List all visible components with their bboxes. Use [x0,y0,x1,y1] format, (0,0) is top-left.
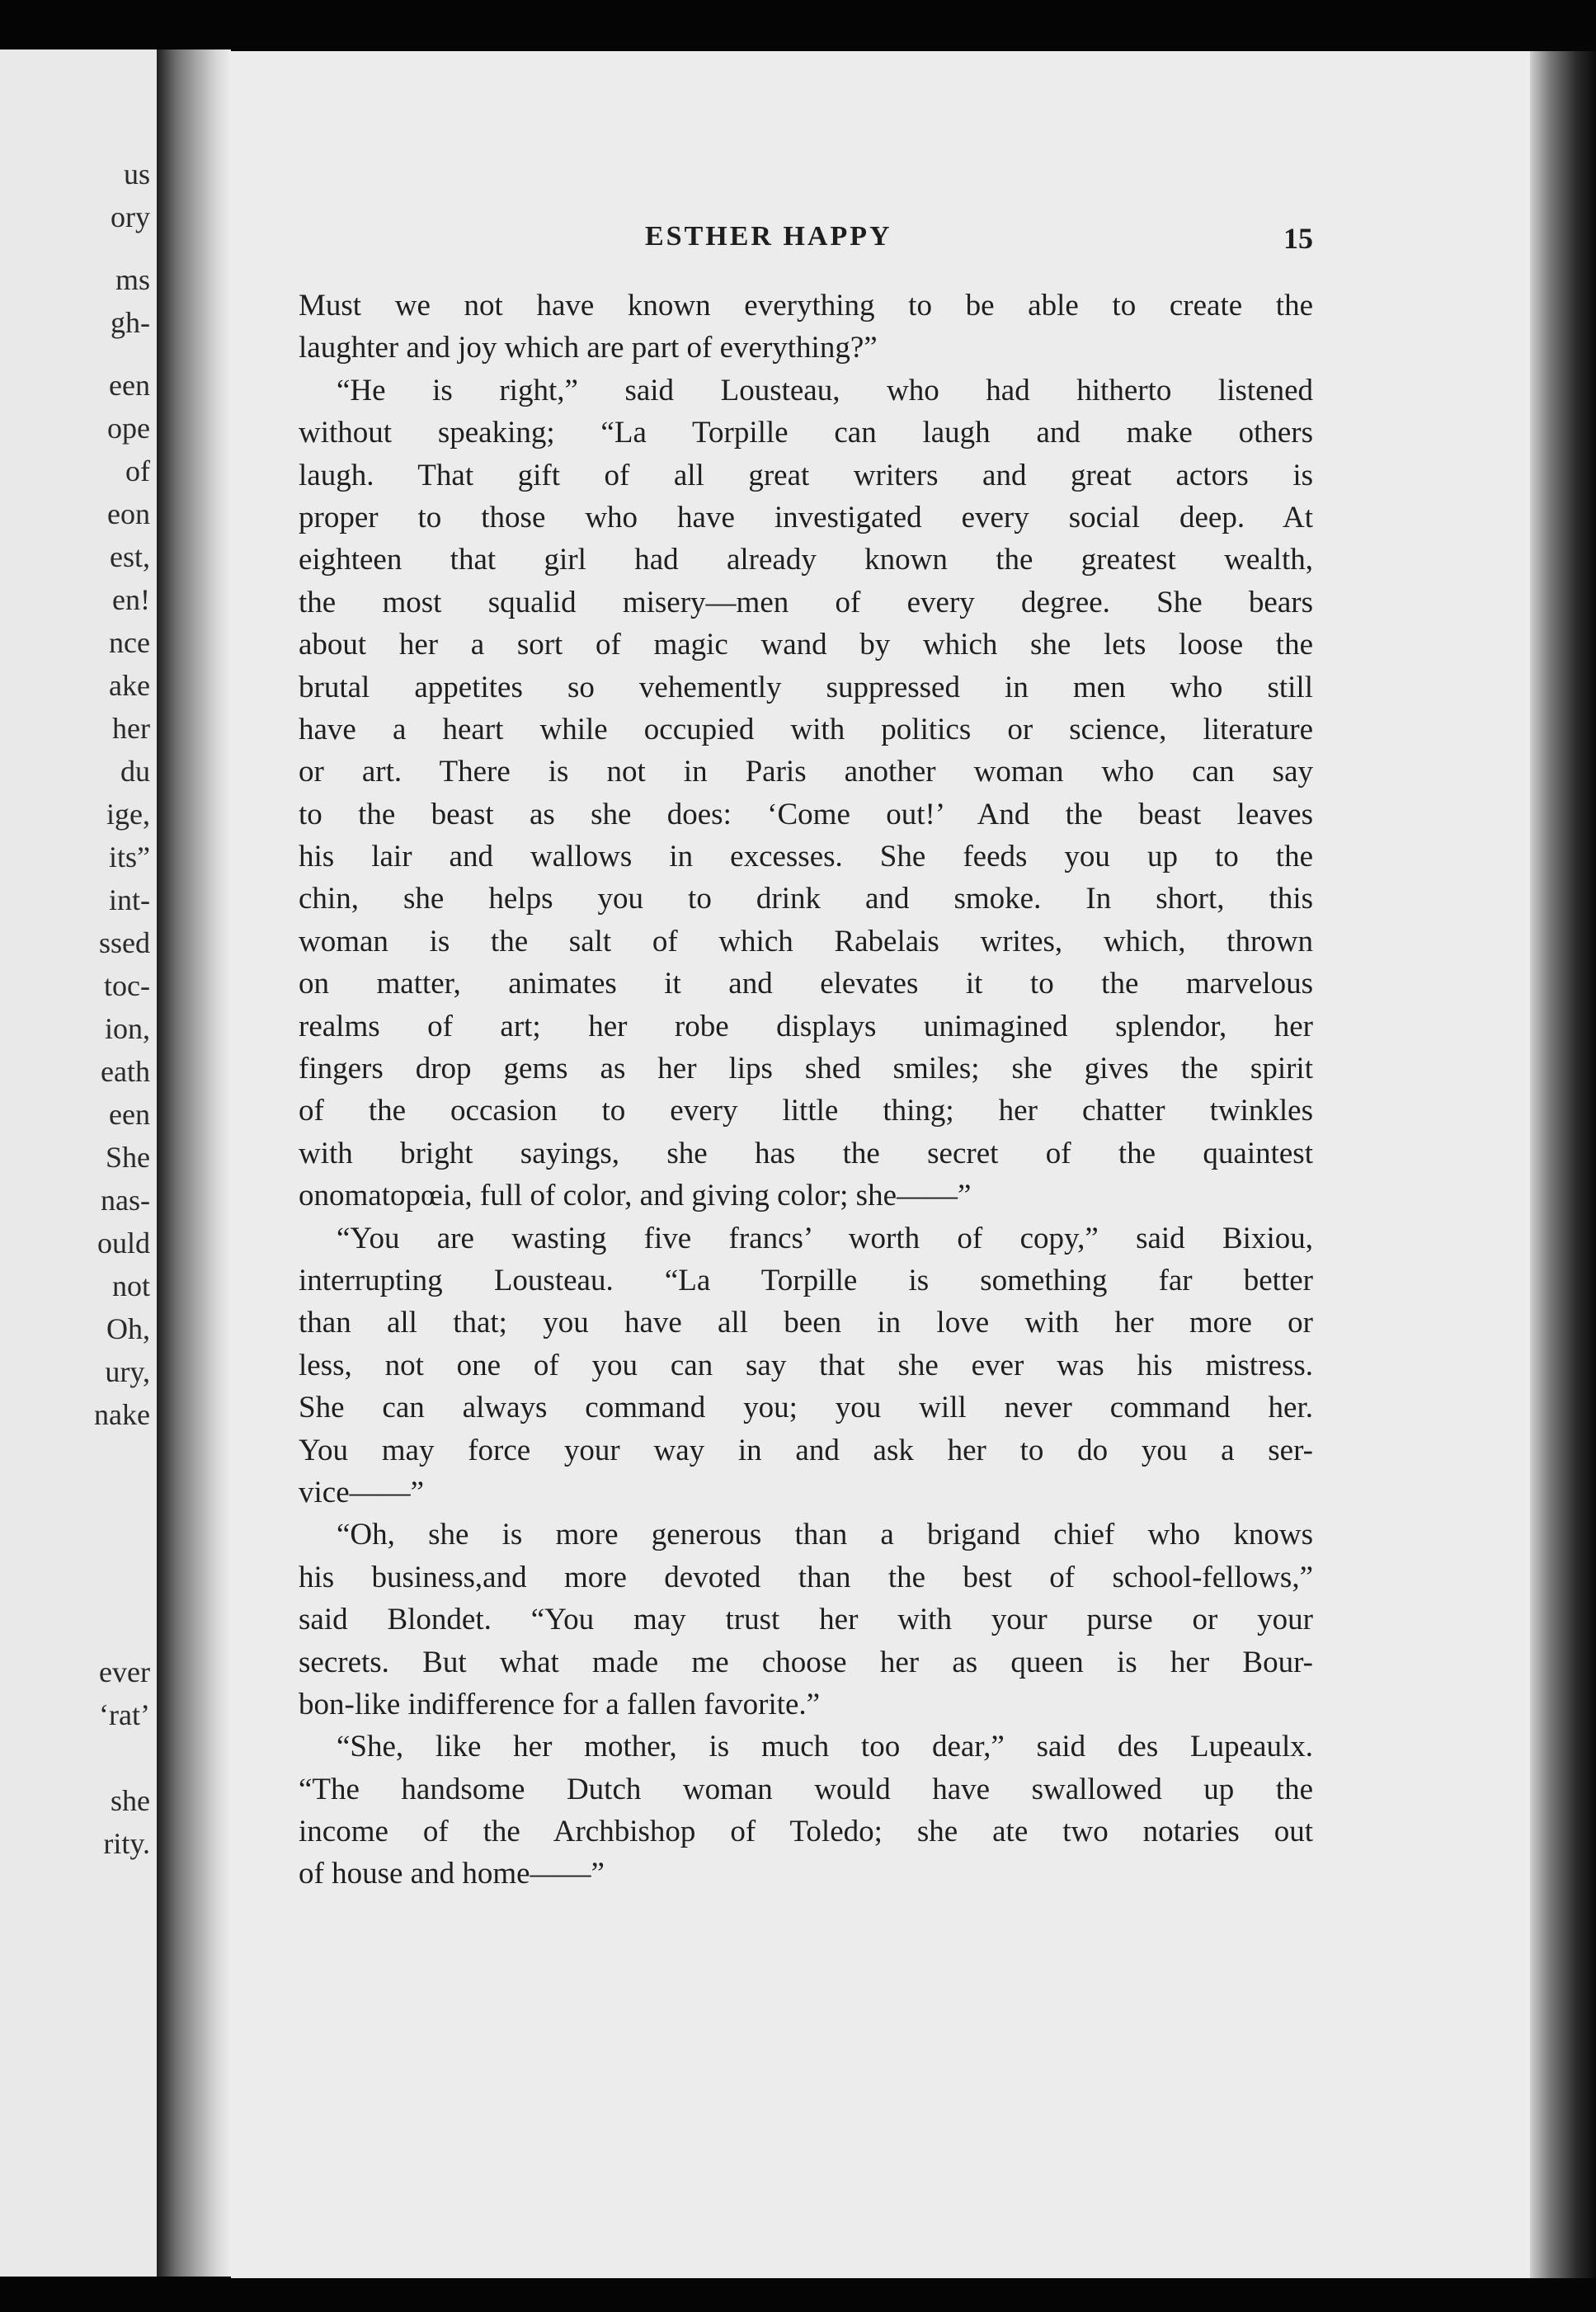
left-page-text-fragment: ope [107,412,150,445]
left-page-text-fragment: nake [94,1398,150,1431]
text-line: with bright sayings, she has the secret of the quaintest [299,1136,1313,1170]
text-line: or art. There is not in Paris another woman who can say [299,755,1313,789]
left-page-text-fragment: ould [97,1227,150,1260]
text-line: eighteen that girl had already known the greatest wealth, [299,543,1313,577]
page-edge-shadow [1530,51,1596,2278]
text-line: of house and home——” [299,1857,605,1891]
running-head [299,221,1313,257]
text-line: than all that; you have all been in love with her more or [299,1306,1313,1340]
text-line: bon-like indifference for a fallen favorite.” [299,1687,821,1721]
text-line: on matter, animates it and elevates it to the marvelous [299,967,1313,1001]
left-page-text-fragment: int- [109,883,150,916]
left-page-text-fragment: Oh, [106,1312,150,1345]
left-page-text-fragment: en! [112,583,150,616]
left-page-text-fragment: eath [101,1055,150,1088]
left-page-text-fragment: ige, [106,798,150,831]
left-page-text-fragment: its” [109,841,150,873]
left-page-text-fragment: rity. [103,1827,150,1860]
left-page-text-fragment: ury, [105,1355,150,1388]
left-page-text-fragment: est, [110,540,150,573]
text-line: vice——” [299,1475,425,1509]
text-line: to the beast as she does: ‘Come out!’ And the beast leaves [299,797,1313,831]
text-line: realms of art; her robe displays unimagined splendor, her [299,1009,1313,1043]
text-line: chin, she helps you to drink and smoke. In short, this [299,882,1313,916]
text-line: of the occasion to every little thing; her chatter twinkles [299,1094,1313,1128]
text-line: said Blondet. “You may trust her with your purse or your [299,1603,1313,1637]
running-head-title: ESTHER HAPPY [645,221,892,252]
text-line: brutal appetites so vehemently suppressed in men who still [299,670,1313,704]
text-line: secrets. But what made me choose her as queen is her Bour- [299,1645,1313,1679]
text-line: onomatopœia, full of color, and giving color; she——” [299,1179,972,1213]
text-line: income of the Archbishop of Toledo; she ate two notaries out [299,1815,1313,1849]
text-line: interrupting Lousteau. “La Torpille is something far better [299,1263,1313,1297]
text-line: his lair and wallows in excesses. She feeds you up to the [299,840,1313,874]
text-line: the most squalid misery—men of every degree. She bears [299,585,1313,619]
text-line: fingers drop gems as her lips shed smiles; she gives the spirit [299,1052,1313,1086]
book-gutter-shadow [157,49,231,2277]
left-page-text-fragment: us [123,158,150,191]
left-page-text-fragment: She [106,1141,150,1174]
left-page-text-fragment: nce [109,626,150,659]
left-page-text-fragment: ms [115,263,150,296]
left-page-text-fragment: ake [109,669,150,702]
text-line: have a heart while occupied with politics or science, literature [299,712,1313,746]
left-page-text-fragment: her [112,712,150,745]
text-line: about her a sort of magic wand by which she lets loose the [299,628,1313,662]
left-page-text-fragment: een [109,369,150,402]
left-page-text-fragment: not [111,1269,150,1302]
text-line: without speaking; “La Torpille can laugh and make others [299,416,1313,450]
left-page-text-fragment: ever [99,1655,150,1688]
body-text [299,285,1313,1895]
left-page-text-fragment: een [109,1098,150,1131]
left-page-text-fragment: du [120,755,150,788]
page-number: 15 [1283,222,1313,255]
left-page-text-fragment: nas- [101,1184,150,1217]
text-line: “The handsome Dutch woman would have swallowed up the [299,1772,1313,1806]
text-line: “You are wasting five francs’ worth of copy,” said Bixiou, [337,1221,1313,1255]
left-page-text-fragment: ion, [104,1012,150,1045]
text-line: You may force your way in and ask her to do you a ser- [299,1433,1313,1467]
text-line: “Oh, she is more generous than a brigand chief who knows [337,1518,1313,1552]
left-page-text-fragment: gh- [111,306,150,339]
text-line: proper to those who have investigated every social deep. At [299,500,1313,534]
left-page-text-fragment: of [125,454,150,487]
text-line: laugh. That gift of all great writers and great actors is [299,458,1313,492]
text-line: Must we not have known everything to be able to create the [299,289,1313,323]
text-line: laughter and joy which are part of everything?” [299,331,878,365]
text-line: “He is right,” said Lousteau, who had hitherto listened [337,373,1313,407]
left-page-text-fragment: toc- [104,969,150,1002]
text-line: “She, like her mother, is much too dear,” said des Lupeaulx. [337,1730,1313,1764]
left-page-text-fragment: ‘rat’ [99,1698,150,1731]
left-page-text-fragment: ory [111,200,150,233]
text-line: his business,and more devoted than the best of school-fellows,” [299,1560,1313,1594]
text-line: less, not one of you can say that she ever was his mistress. [299,1348,1313,1382]
text-line: woman is the salt of which Rabelais writes, which, thrown [299,924,1313,958]
left-page-text-fragment: eon [107,497,150,530]
left-page-text-fragment: ssed [99,926,150,959]
left-page-text-fragment: she [111,1784,150,1817]
left-page-fragment [0,49,157,2277]
text-line: She can always command you; you will never command her. [299,1391,1313,1425]
